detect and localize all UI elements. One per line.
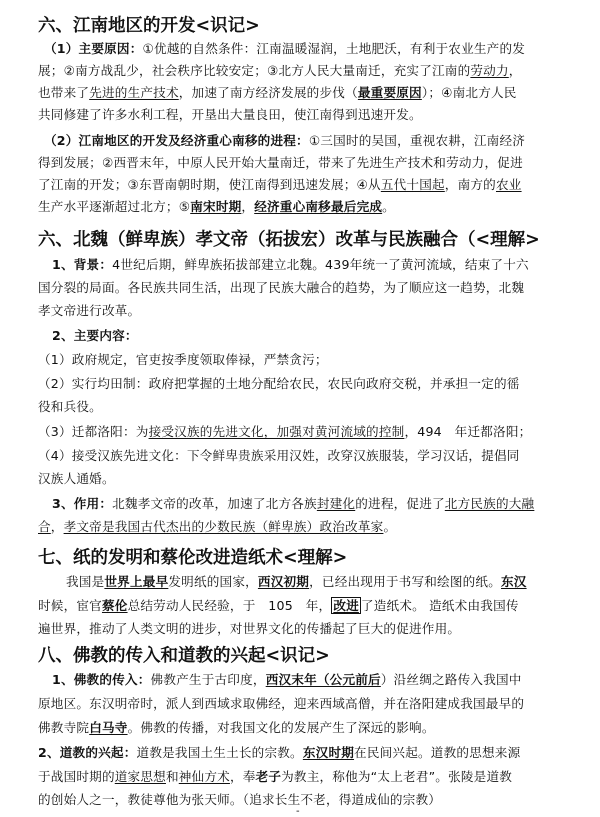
taoism-line-3: 的创始人之一，教徒尊他为张天师。（追求长生不老，得道成仙的宗教） bbox=[38, 792, 442, 807]
label-taoism: 2、道教的兴起： bbox=[38, 745, 137, 760]
label-process: （2）江南地区的开发及经济重心南移的进程： bbox=[44, 133, 309, 148]
label-main-reasons: （1）主要原因： bbox=[44, 41, 143, 56]
jiangnan-process-line-3: 了江南的开发；③东晋南朝时期，使江南得到迅速发展；④从五代十国起，南方的农业 bbox=[38, 177, 522, 192]
jiangnan-process-line-1: （2）江南地区的开发及经济重心南移的进程：①三国时的吴国，重视农耕，江南经济 bbox=[44, 133, 526, 148]
label-main-content: 2、主要内容： bbox=[52, 328, 138, 343]
jiangnan-process-line-2: 得到发展；②西晋末年，中原人民开始大量南迁，带来了先进生产技术和劳动力，促进 bbox=[38, 155, 523, 170]
buddhism-line-1: 1、佛教的传入：佛教产生于古印度，西汉末年（公元前后）沿丝绸之路传入我国中 bbox=[52, 672, 522, 687]
section-title-jiangnan: 六、江南地区的开发<识记> bbox=[38, 16, 260, 36]
page-footer-mark: - bbox=[296, 806, 300, 817]
label-buddhism: 1、佛教的传入： bbox=[52, 672, 151, 687]
beiwei-content-3: （3）迁都洛阳：为接受汉族的先进文化，加强对黄河流域的控制，494 年迁都洛阳； bbox=[38, 424, 532, 439]
beiwei-content-4-line-1: （4）接受汉族先进文化：下令鲜卑贵族采用汉姓，改穿汉族服装，学习汉话，提倡同 bbox=[38, 448, 520, 463]
beiwei-content-2-line-1: （2）实行均田制：政府把掌握的土地分配给农民，农民向政府交税，并承担一定的徭 bbox=[38, 376, 520, 391]
beiwei-background-line-1: 1、背景：4世纪后期，鲜卑族拓拔部建立北魏。439年统一了黄河流域，结束了十六 bbox=[52, 257, 529, 272]
jiangnan-process-line-4: 生产水平逐渐超过北方；⑤南宋时期，经济重心南移最后完成。 bbox=[38, 199, 395, 214]
paper-line-3: 遍世界，推动了人类文明的进步，对世界文化的传播起了巨大的促进作用。 bbox=[38, 621, 461, 636]
beiwei-effect-line-1: 3、作用：北魏孝文帝的改革，加速了北方各族封建化的进程，促进了北方民族的大融 bbox=[52, 496, 535, 511]
jiangnan-reasons-line-2: 展；②南方战乱少，社会秩序比较安定；③北方人民大量南迁，充实了江南的劳动力， bbox=[38, 63, 522, 78]
beiwei-content-4-line-2: 汉族人通婚。 bbox=[38, 471, 115, 486]
jiangnan-reasons-line-3: 也带来了先进的生产技术，加速了南方经济发展的步伐（最重要原因）；④南北方人民 bbox=[38, 85, 517, 100]
taoism-line-1: 2、道教的兴起：道教是我国土生土长的宗教。东汉时期在民间兴起。道教的思想来源 bbox=[38, 745, 521, 760]
jiangnan-reasons-line-4: 共同修建了许多水利工程，开垦出大量良田，使江南得到迅速开发。 bbox=[38, 107, 422, 122]
beiwei-content-2-line-2: 役和兵役。 bbox=[38, 399, 102, 414]
beiwei-background-line-2: 国分裂的局面。各民族共同生活，出现了民族大融合的趋势，为了顺应这一趋势，北魏 bbox=[38, 280, 525, 295]
boxed-word-improve: 改进 bbox=[333, 598, 359, 613]
beiwei-content-1: （1）政府规定，官吏按季度领取俸禄，严禁贪污； bbox=[38, 352, 328, 367]
section-title-paper: 七、纸的发明和蔡伦改进造纸术<理解> bbox=[38, 548, 348, 568]
beiwei-effect-line-2: 合，孝文帝是我国古代杰出的少数民族（鲜卑族）政治改革家。 bbox=[38, 519, 397, 534]
label-background: 1、背景： bbox=[52, 257, 113, 272]
paper-line-2: 时候，宦官蔡伦总结劳动人民经验，于 105 年， 改进 了造纸术。 造纸术由我国传 bbox=[38, 598, 519, 613]
jiangnan-reasons-line-1: （1）主要原因：①优越的自然条件：江南温暖湿润，土地肥沃，有利于农业生产的发 bbox=[44, 41, 526, 56]
section-title-religion: 八、佛教的传入和道教的兴起<识记> bbox=[38, 646, 330, 666]
buddhism-line-2: 原地区。东汉明帝时，派人到西域求取佛经，迎来西域高僧，并在洛阳建成我国最早的 bbox=[38, 696, 525, 711]
label-effect: 3、作用： bbox=[52, 496, 113, 511]
section-title-beiwei: 六、北魏（鲜卑族）孝文帝（拓拔宏）改革与民族融合（<理解> bbox=[38, 230, 540, 250]
beiwei-background-line-3: 孝文帝进行改革。 bbox=[38, 303, 141, 318]
paper-line-1: 我国是世界上最早发明纸的国家，西汉初期，已经出现用于书写和绘图的纸。东汉 bbox=[66, 574, 527, 589]
buddhism-line-3: 佛教寺院白马寺。佛教的传播，对我国文化的发展产生了深远的影响。 bbox=[38, 720, 435, 735]
taoism-line-2: 于战国时期的道家思想和神仙方术，奉老子为教主，称他为“太上老君”。张陵是道教 bbox=[38, 769, 513, 784]
